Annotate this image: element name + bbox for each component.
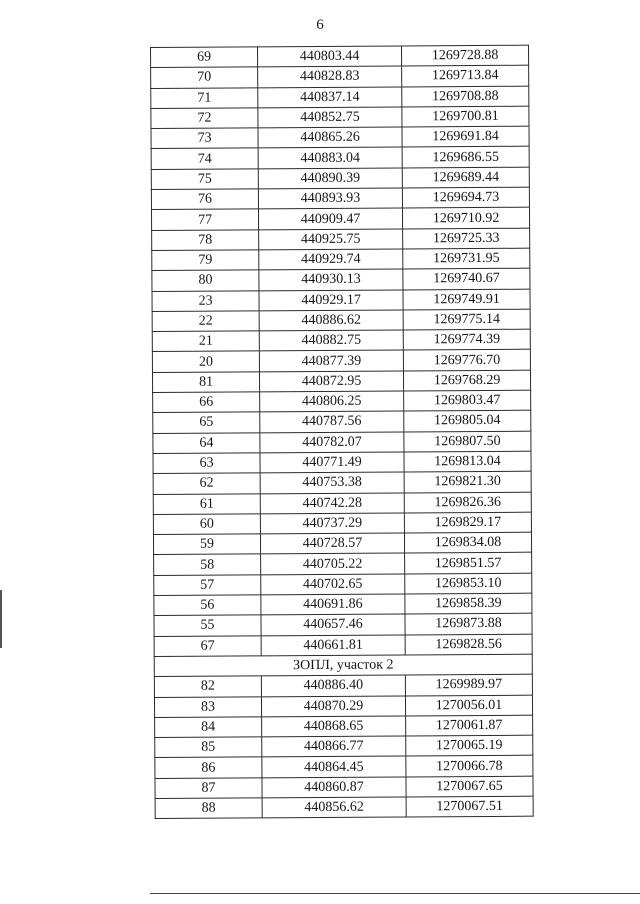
table-row bbox=[154, 613, 532, 636]
y-coordinate-cell: 1270056.01 bbox=[405, 695, 532, 716]
table-row bbox=[153, 390, 531, 413]
y-coordinate-cell: 1269821.30 bbox=[404, 471, 531, 492]
point-number-cell: 22 bbox=[152, 311, 259, 332]
y-coordinate-cell: 1269728.88 bbox=[401, 45, 528, 66]
y-coordinate-cell: 1269731.95 bbox=[403, 248, 530, 269]
table-row bbox=[151, 167, 529, 190]
point-number-cell: 74 bbox=[151, 148, 258, 169]
y-coordinate-cell: 1269873.88 bbox=[405, 613, 532, 634]
x-coordinate-cell: 440728.57 bbox=[260, 533, 404, 554]
x-coordinate-cell: 440890.39 bbox=[258, 168, 402, 189]
y-coordinate-cell: 1270066.78 bbox=[406, 756, 533, 777]
y-coordinate-cell: 1270065.19 bbox=[406, 735, 533, 756]
point-number-cell: 79 bbox=[152, 250, 259, 271]
table-row bbox=[153, 451, 531, 474]
table-row bbox=[152, 228, 530, 251]
x-coordinate-cell: 440909.47 bbox=[258, 208, 402, 229]
point-number-cell: 78 bbox=[152, 230, 259, 251]
x-coordinate-cell: 440886.62 bbox=[259, 310, 403, 331]
y-coordinate-cell: 1269708.88 bbox=[402, 86, 529, 107]
table-row bbox=[153, 532, 531, 555]
x-coordinate-cell: 440661.81 bbox=[261, 635, 405, 656]
table-row bbox=[154, 634, 532, 657]
y-coordinate-cell: 1269805.04 bbox=[404, 411, 531, 432]
x-coordinate-cell: 440929.74 bbox=[259, 249, 403, 270]
y-coordinate-cell: 1269700.81 bbox=[402, 106, 529, 127]
table-row bbox=[153, 492, 531, 515]
point-number-cell: 67 bbox=[154, 635, 261, 656]
bottom-rule bbox=[150, 893, 640, 894]
point-number-cell: 66 bbox=[153, 392, 260, 413]
y-coordinate-cell: 1269694.73 bbox=[402, 187, 529, 208]
y-coordinate-cell: 1269710.92 bbox=[402, 208, 529, 229]
x-coordinate-cell: 440860.87 bbox=[262, 777, 406, 798]
point-number-cell: 87 bbox=[155, 778, 262, 799]
table-row bbox=[152, 329, 530, 352]
y-coordinate-cell: 1269807.50 bbox=[404, 431, 531, 452]
x-coordinate-cell: 440865.26 bbox=[258, 127, 402, 148]
point-number-cell: 81 bbox=[152, 372, 259, 393]
table-row bbox=[151, 86, 529, 109]
y-coordinate-cell: 1269826.36 bbox=[404, 492, 531, 513]
y-coordinate-cell: 1269776.70 bbox=[403, 350, 530, 371]
y-coordinate-cell: 1269740.67 bbox=[403, 268, 530, 289]
page-number: 6 bbox=[316, 17, 324, 33]
scan-edge-mark bbox=[0, 590, 2, 648]
y-coordinate-cell: 1269813.04 bbox=[404, 451, 531, 472]
table-row bbox=[152, 309, 530, 332]
table-row bbox=[154, 573, 532, 596]
point-number-cell: 65 bbox=[153, 412, 260, 433]
point-number-cell: 20 bbox=[152, 351, 259, 372]
x-coordinate-cell: 440856.62 bbox=[262, 797, 406, 818]
table-row bbox=[153, 512, 531, 535]
coordinates-table bbox=[150, 45, 534, 820]
point-number-cell: 82 bbox=[154, 676, 261, 697]
table-row bbox=[151, 65, 529, 88]
x-coordinate-cell: 440828.83 bbox=[258, 66, 402, 87]
point-number-cell: 72 bbox=[151, 108, 258, 129]
y-coordinate-cell: 1269749.91 bbox=[403, 289, 530, 310]
point-number-cell: 86 bbox=[155, 757, 262, 778]
table-row bbox=[155, 796, 533, 819]
point-number-cell: 88 bbox=[155, 798, 262, 819]
table-row bbox=[152, 268, 530, 291]
x-coordinate-cell: 440742.28 bbox=[260, 492, 404, 513]
x-coordinate-cell: 440886.40 bbox=[261, 675, 405, 696]
y-coordinate-cell: 1269829.17 bbox=[404, 512, 531, 533]
point-number-cell: 63 bbox=[153, 453, 260, 474]
y-coordinate-cell: 1269686.55 bbox=[402, 147, 529, 168]
x-coordinate-cell: 440883.04 bbox=[258, 147, 402, 168]
table-row bbox=[151, 126, 529, 149]
x-coordinate-cell: 440870.29 bbox=[261, 695, 405, 716]
table-row bbox=[151, 106, 529, 129]
point-number-cell: 69 bbox=[151, 47, 258, 68]
point-number-cell: 58 bbox=[154, 554, 261, 575]
point-number-cell: 75 bbox=[151, 169, 258, 190]
point-number-cell: 55 bbox=[154, 615, 261, 636]
point-number-cell: 21 bbox=[152, 331, 259, 352]
y-coordinate-cell: 1269853.10 bbox=[405, 573, 532, 594]
y-coordinate-cell: 1269775.14 bbox=[403, 309, 530, 330]
y-coordinate-cell: 1269851.57 bbox=[405, 553, 532, 574]
x-coordinate-cell: 440753.38 bbox=[260, 472, 404, 493]
y-coordinate-cell: 1269691.84 bbox=[402, 126, 529, 147]
table-row bbox=[153, 431, 531, 454]
y-coordinate-cell: 1269713.84 bbox=[402, 65, 529, 86]
table-row bbox=[154, 593, 532, 616]
table-row bbox=[154, 695, 532, 718]
table-row bbox=[152, 350, 530, 373]
x-coordinate-cell: 440864.45 bbox=[262, 756, 406, 777]
point-number-cell: 84 bbox=[155, 717, 262, 738]
point-number-cell: 83 bbox=[154, 696, 261, 717]
table-row bbox=[153, 471, 531, 494]
y-coordinate-cell: 1269803.47 bbox=[404, 390, 531, 411]
y-coordinate-cell: 1269989.97 bbox=[405, 674, 532, 695]
coordinates-table-body bbox=[151, 45, 534, 819]
table-row bbox=[154, 553, 532, 576]
x-coordinate-cell: 440930.13 bbox=[259, 269, 403, 290]
x-coordinate-cell: 440893.93 bbox=[258, 188, 402, 209]
section-title: ЗОПЛ, участок 2 bbox=[154, 654, 532, 677]
table-row bbox=[153, 411, 531, 434]
section-header-row bbox=[154, 654, 532, 677]
y-coordinate-cell: 1269774.39 bbox=[403, 329, 530, 350]
y-coordinate-cell: 1269768.29 bbox=[403, 370, 530, 391]
point-number-cell: 59 bbox=[153, 534, 260, 555]
x-coordinate-cell: 440705.22 bbox=[261, 553, 405, 574]
point-number-cell: 62 bbox=[153, 473, 260, 494]
table-row bbox=[151, 187, 529, 210]
table-row bbox=[152, 370, 530, 393]
point-number-cell: 56 bbox=[154, 595, 261, 616]
y-coordinate-cell: 1270067.65 bbox=[406, 776, 533, 797]
y-coordinate-cell: 1269725.33 bbox=[403, 228, 530, 249]
table-row bbox=[151, 45, 529, 68]
y-coordinate-cell: 1269834.08 bbox=[404, 532, 531, 553]
x-coordinate-cell: 440787.56 bbox=[260, 411, 404, 432]
point-number-cell: 57 bbox=[154, 575, 261, 596]
x-coordinate-cell: 440877.39 bbox=[259, 350, 403, 371]
point-number-cell: 64 bbox=[153, 432, 260, 453]
point-number-cell: 73 bbox=[151, 128, 258, 149]
table-row bbox=[151, 208, 529, 231]
table-row bbox=[155, 715, 533, 738]
x-coordinate-cell: 440872.95 bbox=[259, 371, 403, 392]
x-coordinate-cell: 440691.86 bbox=[261, 594, 405, 615]
table-row bbox=[151, 147, 529, 170]
y-coordinate-cell: 1270067.51 bbox=[406, 796, 533, 817]
y-coordinate-cell: 1269828.56 bbox=[405, 634, 532, 655]
point-number-cell: 76 bbox=[151, 189, 258, 210]
table-row bbox=[154, 674, 532, 697]
table-row bbox=[155, 735, 533, 758]
x-coordinate-cell: 440868.65 bbox=[262, 716, 406, 737]
point-number-cell: 71 bbox=[151, 87, 258, 108]
table-row bbox=[152, 289, 530, 312]
x-coordinate-cell: 440771.49 bbox=[260, 452, 404, 473]
y-coordinate-cell: 1269689.44 bbox=[402, 167, 529, 188]
x-coordinate-cell: 440803.44 bbox=[258, 46, 402, 67]
point-number-cell: 61 bbox=[153, 493, 260, 514]
y-coordinate-cell: 1270061.87 bbox=[406, 715, 533, 736]
point-number-cell: 23 bbox=[152, 290, 259, 311]
point-number-cell: 60 bbox=[153, 514, 260, 535]
x-coordinate-cell: 440866.77 bbox=[262, 736, 406, 757]
table-row bbox=[155, 776, 533, 799]
table-row bbox=[155, 756, 533, 779]
x-coordinate-cell: 440657.46 bbox=[261, 614, 405, 635]
x-coordinate-cell: 440837.14 bbox=[258, 87, 402, 108]
point-number-cell: 85 bbox=[155, 737, 262, 758]
x-coordinate-cell: 440782.07 bbox=[260, 432, 404, 453]
x-coordinate-cell: 440925.75 bbox=[259, 229, 403, 250]
point-number-cell: 80 bbox=[152, 270, 259, 291]
point-number-cell: 70 bbox=[151, 67, 258, 88]
x-coordinate-cell: 440852.75 bbox=[258, 107, 402, 128]
x-coordinate-cell: 440929.17 bbox=[259, 290, 403, 311]
x-coordinate-cell: 440806.25 bbox=[260, 391, 404, 412]
x-coordinate-cell: 440882.75 bbox=[259, 330, 403, 351]
point-number-cell: 77 bbox=[151, 209, 258, 230]
x-coordinate-cell: 440737.29 bbox=[260, 513, 404, 534]
table-row bbox=[152, 248, 530, 271]
y-coordinate-cell: 1269858.39 bbox=[405, 593, 532, 614]
x-coordinate-cell: 440702.65 bbox=[261, 574, 405, 595]
